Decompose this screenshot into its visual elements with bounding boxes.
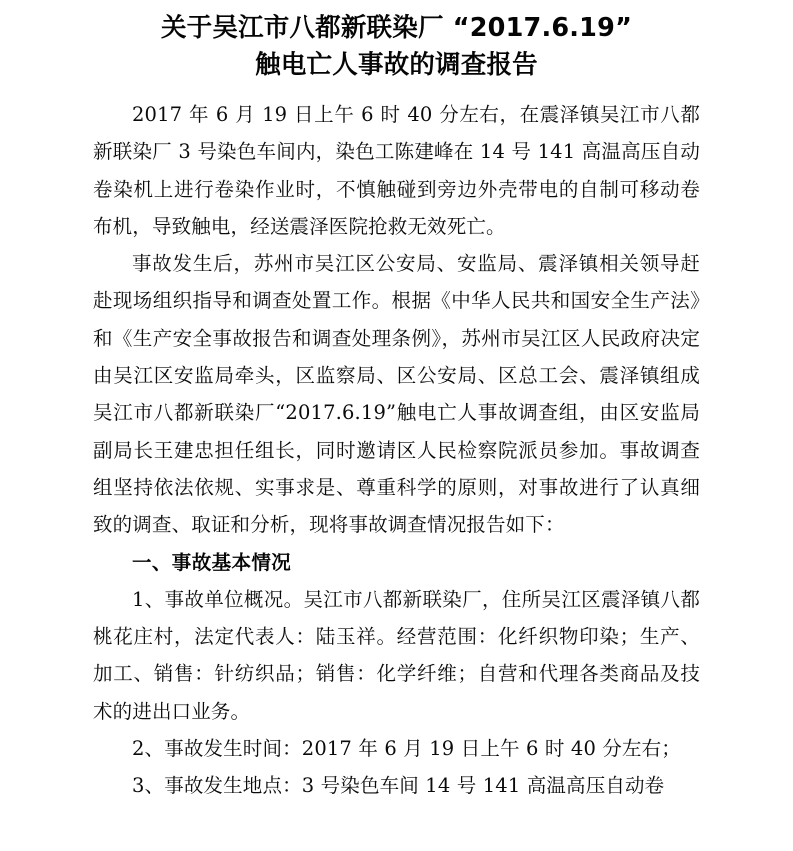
- page-title-line-2: 触电亡人事故的调查报告: [255, 50, 538, 80]
- list-item-company-profile: 1、事故单位概况。吴江市八都新联染厂，住所吴江区震泽镇八都桃花庄村，法定代表人：陆玉祥。经营范围：化纤织物印染；生产、加工、销售：针纺织品；销售：化学纤维；自营和代理各类商品及技术的进出口业务。: [93, 587, 700, 723]
- page-title-line-1: 关于吴江市八都新联染厂 “2017.6.19”: [160, 13, 633, 43]
- list-item-accident-time: 2、事故发生时间：2017 年 6 月 19 日上午 6 时 40 分左右；: [132, 737, 681, 761]
- paragraph-incident-summary: 2017 年 6 月 19 日上午 6 时 40 分左右，在震泽镇吴江市八都新联染厂 3 号染色车间内，染色工陈建峰在 14 号 141 高温高压自动卷染机上进行卷染作业时，不慎触碰到旁边外壳带电的自制可移动卷布机，导致触电，经送震泽医院抢救无效死亡。: [93, 103, 700, 238]
- paragraph-investigation-team: 事故发生后，苏州市吴江区公安局、安监局、震泽镇相关领导赶赴现场组织指导和调查处置工作。根据《中华人民共和国安全生产法》和《生产安全事故报告和调查处理条例》，苏州市吴江区人民政府决定由吴江区安监局牵头，区监察局、区公安局、区总工会、震泽镇组成吴江市八都新联染厂“2017.6.19”触电亡人事故调查组，由区安监局副局长王建忠担任组长，同时邀请区人民检察院派员参加。事故调查组坚持依法依规、实事求是、尊重科学的原则，对事故进行了认真细致的调查、取证和分析，现将事故调查情况报告如下：: [93, 252, 700, 537]
- section-heading-accident-basics: 一、事故基本情况: [132, 550, 292, 574]
- list-item-accident-location: 3、事故发生地点：3 号染色车间 14 号 141 高温高压自动卷: [132, 774, 665, 798]
- document-body: [0, 84, 793, 805]
- page-title: [0, 0, 793, 84]
